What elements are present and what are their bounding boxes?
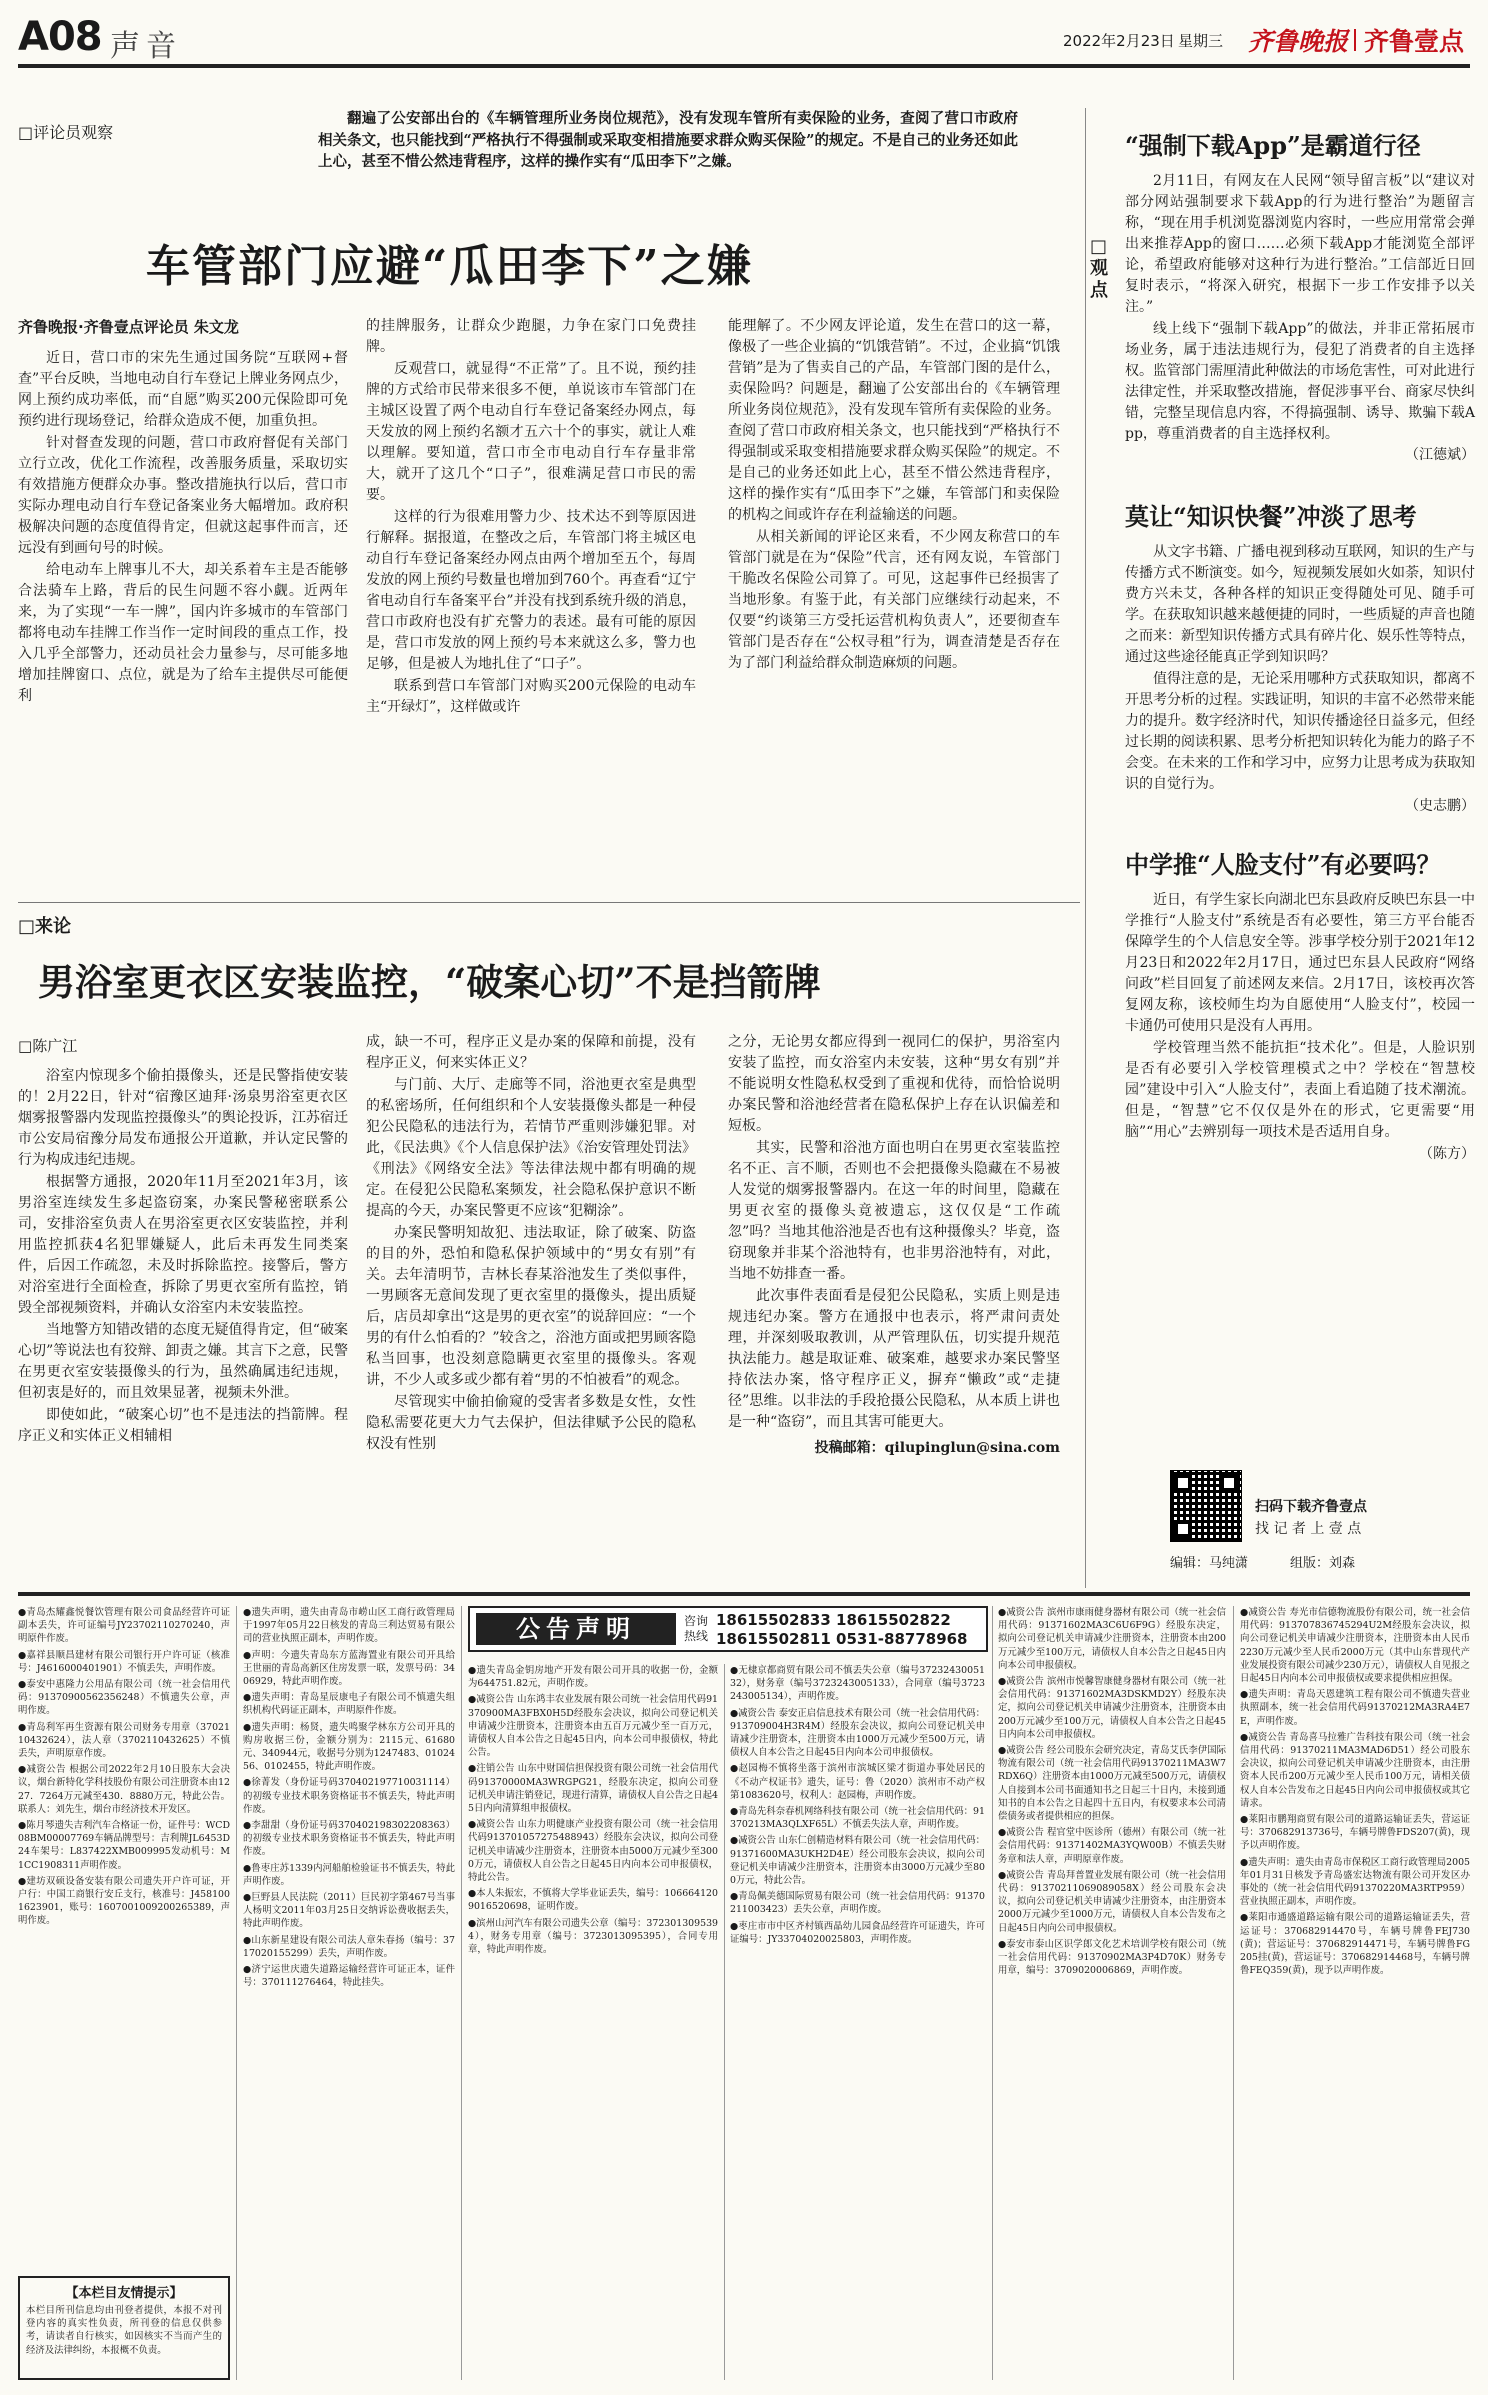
notice-item: ●遗失声明，遗失由青岛市崂山区工商行政管理局于1997年05月22日核发的青岛三利达贸易有限公司的营业执照正副本，声明作废。	[243, 1607, 455, 1645]
hotline-label-1: 咨询	[684, 1614, 709, 1628]
paragraph: 近日，有学生家长向湖北巴东县政府反映巴东县一中学推行“人脸支付”系统是否有必要性，第三方平台能否保障学生的个人信息安全等。涉事学校分别于2021年12月23日和2022年2月17日，通过巴东县人民政府“网络问政”栏目回复了前述网友来信。2月17日，该校再次答复网友称，该校师生均为自愿使用“人脸支付”，校园一卡通仍可使用只是没有人再用。	[1125, 891, 1475, 1034]
notice-column-6	[1240, 1606, 1470, 2380]
editor-credit: 编辑：马纯潇	[1170, 1556, 1249, 1571]
notice-item: ●赵园梅不慎将坐落于滨州市滨城区梁才街道办事处居民的《不动产权证书》遗失，证号：鲁（2020）滨州市不动产权第1083620号，权利人：赵园梅，声明作废。	[730, 1763, 985, 1801]
notice-item: ●青岛先科奈春机网络科技有限公司（统一社会信用代码：91370213MA3QLXF65L）不慎丢失法人章，声明作废。	[730, 1806, 985, 1831]
paragraph: 办案民警明知故犯、违法取证，除了破案、防盗的目的外，恐怕和隐私保护领域中的“男女有别”有关。去年清明节，吉林长春某浴池发生了类似事件，一男顾客无意间发现了更衣室里的摄像头，提出质疑后，店员却拿出“这是男的更衣室”的说辞回应：“一个男的有什么怕看的？”较含之，浴池方面或把男顾客隐私当回事，也没刻意隐瞒更衣室里的摄像头。客观讲，不少人或多或少都有着“男的不怕被看”的观念。	[366, 1225, 696, 1388]
notice-item: ●减资公告 滨州市悦馨智康健身器材有限公司（统一社会信用代码：91371602MA3DSKMD2Y）经股东决定，拟向公司登记机关申请减少注册资本，注册资本由200万元减少至100万元，请债权人自本公告之日起45日内向本公司申报债权。	[998, 1676, 1226, 1740]
lead-paragraph: 翻遍了公安部出台的《车辆管理所业务岗位规范》，没有发现车管所有卖保险的业务，查阅了营口市政府相关条文，也只能找到“严格执行不得强制或采取变相措施要求群众购买保险”的规定。不是自己的业务还如此上心，甚至不惜公然违背程序，这样的操作实有“瓜田李下”之嫌。	[318, 110, 1018, 170]
weekday: 星期三	[1178, 32, 1224, 50]
paragraph: 从相关新闻的评论区来看，不少网友称营口的车管部门就是在为“保险”代言，还有网友说，车管部门干脆改名保险公司算了。可见，这起事件已经损害了当地形象。有鉴于此，有关部门应继续行动起来，不仅要“约谈第三方受托运营机构负责人”，还要彻查车管部门是否存在“公权寻租”行为，调查清楚是否存在为了部门利益给群众制造麻烦的问题。	[728, 529, 1060, 671]
notice-item: ●遗失青岛金钥房地产开发有限公司开具的收据一份，金额为644751.82元，声明作废。	[468, 1665, 718, 1690]
paragraph: 针对督查发现的问题，营口市政府督促有关部门立行立改，优化工作流程，改善服务质量，采取切实有效措施方便群众办事。整改措施执行以后，营口市实际办理电动自行车登记备案业务大幅增加。政府积极解决问题的态度值得肯定，但就这起事件而言，还远没有到画句号的时候。	[18, 435, 348, 556]
qr-finder	[1174, 1474, 1192, 1492]
column-rule	[1233, 1606, 1234, 2380]
paragraph: 近日，营口市的宋先生通过国务院“互联网+督查”平台反映，当地电动自行车登记上牌业务网点少，网上预约成功率低，而“自愿”购买200元保险即可免预约进行现场登记，给群众造成不便，加重负担。	[18, 350, 348, 429]
sidebar-divider	[1085, 108, 1086, 1588]
column-label: 观点	[1090, 258, 1108, 301]
author: 陈广江	[32, 1037, 78, 1055]
notice-banner	[468, 1606, 988, 1652]
hotline-numbers	[716, 1611, 968, 1649]
paragraph: 学校管理当然不能抗拒“技术化”。但是，人脸识别是否有必要引入学校管理模式之中？学校在“智慧校园”建设中引入“人脸支付”，表面上看追随了技术潮流。但是，“智慧”它不仅仅是外在的形式，它更需要“用脑”“用心”去辨别每一项技术是否适用自身。	[1125, 1039, 1475, 1140]
paragraph: 其实，民警和浴池方面也明白在男更衣室装监控名不正、言不顺，否则也不会把摄像头隐藏在不易被人发觉的烟雾报警器内。在这一年的时间里，隐藏在男更衣室的摄像头竟被遗忘，这仅仅是“工作疏忽”吗？当地其他浴池是否也有这种摄像头？毕竟，盗窃现象并非某个浴池特有，也非男浴池特有，对此，当地不妨排查一番。	[728, 1140, 1060, 1282]
notice-item: ●青岛佩美德国际贸易有限公司（统一社会信用代码：91370211003423）丢失公章，声明作废。	[730, 1891, 985, 1916]
article-body	[1125, 890, 1475, 1163]
notice-section	[18, 1606, 1470, 2386]
qr-finder	[1174, 1520, 1192, 1538]
column-tag: □来论	[18, 916, 72, 937]
brand-divider	[1354, 29, 1356, 51]
phone-line: 18615502833 18615502822	[716, 1611, 951, 1629]
notice-item: ●建坊双硕设备安装有限公司遗失开户许可证，开户行：中国工商银行安丘支行，核准号：J4581001623901，账号：1607001009200265389，声明作废。	[18, 1875, 230, 1927]
paragraph: 给电动车上牌事儿不大，却关系着车主是否能够合法骑车上路，背后的民生问题不容小觑。近两年来，为了实现“一车一牌”，国内许多城市的车管部门都将电动车挂牌工作当作一定时间段的重点工作，投入几乎全部警力，还动员社会力量参与，尽可能多地增加挂牌窗口、点位，就是为了给车主提供尽可能便利	[18, 562, 348, 704]
paragraph: 与门前、大厅、走廊等不同，浴池更衣室是典型的私密场所，任何组织和个人安装摄像头都是一种侵犯公民隐私的违法行为，若情节严重则涉嫌犯罪。对此，《民法典》《个人信息保护法》《治安管理处罚法》《刑法》《网络安全法》等法律法规中都有明确的规定。在侵犯公民隐私案频发，社会隐私保护意识不断提高的今天，办案民警更不应该“犯糊涂”。	[366, 1077, 696, 1219]
notice-item: ●注销公告 山东中财国信担保投资有限公司统一社会信用代码91370000MA3WRGPG21，经股东决定，拟向公司登记机关申请注销登记，现进行清算，请债权人自公告之日起45日内向清算组申报债权。	[468, 1763, 718, 1815]
author: （陈方）	[1419, 1145, 1475, 1162]
header-rule	[18, 64, 1470, 68]
notice-item: ●莱阳市通盛道路运输有限公司的道路运输证丢失，营运证号：370682914470号，车辆号牌鲁FEJ730(黄)；营运证号：370682914471号，车辆号牌鲁FG205挂(黄)，营运证号：370682914468号，车辆号牌鲁FEQ359(黄)，现予以声明作废。	[1240, 1912, 1470, 1977]
author: （史志鹏）	[1405, 797, 1475, 814]
author: （江德斌）	[1405, 447, 1475, 463]
text-column-2	[366, 1032, 696, 1455]
headline: 男浴室更衣区安装监控，“破案心切”不是挡箭牌	[38, 960, 821, 1004]
phone-line: 18615502811 0531-88778968	[716, 1630, 968, 1648]
article-title: 莫让“知识快餐”冲淡了思考	[1125, 501, 1417, 531]
paragraph: 反观营口，就显得“不正常”了。且不说，预约挂牌的方式给市民带来很多不便，单说该市车管部门在主城区设置了两个电动自行车登记备案经办网点，每天发放的网上预约名额才五六十个的事实，就让人难以理解。要知道，营口市全市电动自行车存量非常大，就开了这几个“口子”，很难满足营口市民的需要。	[366, 361, 696, 503]
qr-code[interactable]	[1170, 1470, 1242, 1542]
observer-article	[18, 108, 1080, 898]
disclaimer-text: 本栏目所刊信息均由刊登者提供，本报不对刊登内容的真实性负责，所刊登的信息仅供参考，请读者自行核实，如因核实不当而产生的经济及法律纠纷，本报概不负责。	[26, 2305, 222, 2356]
paragraph: 能理解了。不少网友评论道，发生在营口的这一幕，像极了一些企业搞的“饥饿营销”。不过，企业搞“饥饿营销”是为了售卖自己的产品，车管部门图的是什么，卖保险吗？问题是，翻遍了公安部出台的《车辆管理所业务岗位规范》，没有发现车管所有卖保险的业务。查阅了营口市政府相关条文，也只能找到“严格执行不得强制或采取变相措施要求群众购买保险”的规定。不是自己的业务还如此上心，甚至不惜公然违背程序，这样的操作实有“瓜田李下”之嫌，车管部门和卖保险的机构之间或许存在利益输送的问题。	[728, 318, 1060, 523]
column-rule	[236, 1606, 237, 2380]
column-tag: □评论员观察	[18, 123, 114, 142]
notice-item: ●嘉祥县顺昌建材有限公司银行开户许可证（核准号：J4616000401901）不慎丢失，声明作废。	[18, 1649, 230, 1674]
layout-credit: 组版：刘森	[1290, 1556, 1356, 1571]
page-header	[18, 12, 1470, 70]
notice-item: ●无棣京都商贸有限公司不慎丢失公章（编号3723243005132），财务章（编号3723243005133），合同章（编号3723243005134），声明作废。	[730, 1665, 985, 1703]
article-body	[1125, 171, 1475, 467]
paragraph: 即使如此，“破案心切”也不是违法的挡箭牌。程序正义和实体正义相辅相	[18, 1407, 348, 1444]
notice-column-1	[18, 1606, 230, 2266]
column-rule	[992, 1606, 993, 2380]
paragraph: 联系到营口车管部门对购买200元保险的电动车主“开绿灯”，这样做或许	[366, 678, 696, 715]
article-title: 中学推“人脸支付”有必要吗？	[1125, 849, 1441, 879]
paragraph: 值得注意的是，无论采用哪种方式获取知识，都离不开思考分析的过程。实践证明，知识的丰富不必然带来能力的提升。数字经济时代，知识传播途径日益多元，但经过长期的阅读积累、思考分析把知识转化为能力的路子不会变。在未来的工作和学习中，应努力让思考成为获取知识的自觉行为。	[1125, 670, 1475, 792]
paragraph: 从文字书籍、广播电视到移动互联网，知识的生产与传播方式不断演变。如今，短视频发展如火如荼，知识付费方兴未艾，各种各样的知识正变得随处可见、随手可学。在获取知识越来越便捷的同时，一些质疑的声音也随之而来：新型知识传播方式具有碎片化、娱乐性等特点，通过这些途径能真正学到知识吗？	[1125, 543, 1475, 665]
notice-item: ●本人朱振宏，不慎将大学毕业证丢失，编号：1066641209016520698，证明作废。	[468, 1888, 718, 1913]
notice-item: ●减资公告 山东鸿丰农业发展有限公司统一社会信用代码91370900MA3FBX0H5D经股东会决议，拟向公司登记机关申请减少注册资本，注册资本由五百万元减少至一百万元，请债权人自本公告之日起45日内，向本公司申报债权，特此公告。	[468, 1694, 718, 1759]
notice-column-3	[468, 1664, 718, 2380]
notice-item: ●山东新星建设有限公司法人章朱春扬（编号：3717020155299）丢失，声明作废。	[243, 1934, 455, 1959]
text-column-1	[18, 1066, 348, 1447]
notice-item: ●减资公告 青岛喜马拉雅广告科技有限公司（统一社会信用代码：91370211MA3MAD6D51）经公司股东会决议，拟向公司登记机关申请减少注册资本，由注册资本人民币200万元减少至人民币100万元，请相关债权人自本公告发布之日起45日内向公司申报债权或其它请求。	[1240, 1731, 1470, 1809]
column-rule	[724, 1664, 725, 2380]
paragraph: 线上线下“强制下载App”的做法，并非正常拓展市场业务，属于违法违规行为，侵犯了消费者的自主选择权。监管部门需厘清此种做法的市场危害性，可对此进行法律定性，并采取整改措施，督促涉事平台、商家尽快纠错，完整呈现信息内容，不得搞强制、诱导、欺骗下载App，尊重消费者的自主选择权利。	[1125, 321, 1475, 442]
submission-email[interactable]: 投稿邮箱：qilupinglun@sina.com	[814, 1440, 1060, 1456]
notice-item: ●徐菁发（身份证号码370402197710031114）的初级专业技术职务资格证书不慎丢失，特此声明作废。	[243, 1777, 455, 1815]
column-rule	[461, 1606, 462, 2380]
notice-item: ●枣庄市市中区齐村镇西晶幼儿园食品经营许可证遗失，许可证编号：JY33704020025803，声明作废。	[730, 1920, 985, 1945]
notice-item: ●声明：今遗失青岛东方蓝海置业有限公司开具给王世丽的青岛高新区住房发票一联，发票号码：3406929，特此声明作废。	[243, 1649, 455, 1688]
paragraph: 2月11日，有网友在人民网“领导留言板”以“建议对部分网站强制要求下载App的行为进行整治”为题留言称，“现在用手机浏览器浏览内容时，一些应用常常会弹出来推荐App的窗口……必须下载App才能浏览全部评论，希望政府能够对这种行为进行整治。”工信部近日回复时表示，“将深入研究，根据下一步工作安排予以关注。”	[1125, 173, 1475, 315]
brand-logo: 齐鲁晚报	[1248, 27, 1349, 56]
notice-title: 公告声明	[476, 1613, 676, 1645]
text-column-3	[728, 1032, 1060, 1457]
viewpoint-tag: □ 观点	[1090, 236, 1108, 301]
section-name: 声音	[110, 29, 182, 64]
notice-item: ●青岛利军再生资源有限公司财务专用章（3702110432624），法人章（3702110432625）不慎丢失，声明原章作废。	[18, 1721, 230, 1760]
disclaimer-box	[18, 2276, 230, 2380]
notice-item: ●减资公告 泰安正启信息技术有限公司（统一社会信用代码：913709004H3R4M）经股东会决议，拟向公司登记机关申请减少注册资本，注册资本由1000万元减少至500万元，请债权人自本公告之日起45日内向本公司申报债权。	[730, 1707, 985, 1759]
notice-item: ●莱阳市鹏翔商贸有限公司的道路运输证丢失，营运证号：370682913736号，车辆号牌鲁FDS207(黄)，现予以声明作废。	[1240, 1814, 1470, 1852]
notice-item: ●巨野县人民法院（2011）巨民初字第467号当事人杨明文2011年03月25日交纳诉讼费收据丢失，特此声明作废。	[243, 1892, 455, 1930]
qr-finder	[1220, 1474, 1238, 1492]
notice-item: ●济宁运世庆遗失道路运输经营许可证正本，证件号：370111276464，特此挂失。	[243, 1964, 455, 1989]
notice-column-4	[730, 1664, 985, 2380]
hotline-label-2: 热线	[684, 1629, 709, 1643]
byline: 齐鲁晚报·齐鲁壹点评论员 朱文龙	[18, 318, 239, 336]
notice-item: ●遗失声明：遗失由青岛市保税区工商行政管理局2005年01月31日核发予青岛盛宏达物流有限公司开发区办事处的（统一社会信用代码91370220MA3RTP959）营业执照正副本，声明作废。	[1240, 1856, 1470, 1908]
paragraph: 浴室内惊现多个偷拍摄像头，还是民警指使安装的！2月22日，针对“宿豫区迪拜·汤泉男浴室更衣区烟雾报警器内发现监控摄像头”的舆论投诉，江苏宿迁市公安局宿豫分局发布通报公开道歉，并认定民警的行为构成违纪违规。	[18, 1068, 348, 1168]
section-divider	[18, 902, 1080, 903]
notice-item: ●减资公告 程官堂中医诊所（德州）有限公司（统一社会信用代码：91371402MA3YQW00B）不慎丢失财务章和法人章，声明原章作废。	[998, 1827, 1226, 1865]
column-label: 来论	[35, 916, 72, 937]
notice-item: ●减资公告 根据公司2022年2月10日股东大会决议，烟台新特化学科技股份有限公司注册资本由1227．7264万元减至430．8880万元，特此公告。联系人：刘先生，烟台市经济技术开发区。	[18, 1764, 230, 1815]
page-number: A08	[18, 14, 102, 60]
column-label: 评论员观察	[33, 123, 114, 142]
notice-column-5	[998, 1606, 1226, 2380]
notice-item: ●李甜甜（身份证号码370402198302208363）的初级专业技术职务资格证书不慎丢失，特此声明作废。	[243, 1820, 455, 1858]
disclaimer-title: 【本栏目友情提示】	[65, 2286, 183, 2301]
paragraph: 根据警方通报，2020年11月至2021年3月，该男浴室连续发生多起盗窃案，办案民警秘密联系公司，安排浴室负责人在男浴室更衣区安装监控，并利用监控抓获4名犯罪嫌疑人，此后未再发生同类案件，后因工作疏忽，未及时拆除监控。接警后，警方对浴室进行全面检查，拆除了男更衣室所有监控，销毁全部视频资料，并确认女浴室内未安装监控。	[18, 1174, 348, 1316]
notice-column-2	[243, 1606, 455, 2380]
qr-caption: 扫码下载齐鲁壹点	[1255, 1499, 1367, 1515]
text-column-1	[18, 348, 348, 707]
paragraph: 这样的行为很难用警力少、技术达不到等原因进行解释。据报道，在整改之后，车管部门将主城区电动自行车登记备案经办网点由两个增加至五个，每周发放的网上预约号数量也增加到760个。再查看“辽宁省电动自行车备案平台”并没有找到系统升级的消息，营口市政府也没有扩充警力的表述。最有可能的原因是，营口市发放的网上预约号本来就这么多，警力也足够，但是被人为地扎住了“口子”。	[366, 509, 696, 672]
byline: □陈广江	[18, 1037, 78, 1055]
notice-item: ●遗失声明：杨贤，遗失鸣聚学林东方公司开具的购房收据三份，金额分别为：2115元、61680元、340944元，收据号分别为1247483、0102456、0102455，特此声明作废。	[243, 1721, 455, 1773]
notice-item: ●陈月琴遗失吉利汽车合格证一份，证件号：WCD08BM00007769车辆品牌型号：吉利牌JL6453D24车架号：L837422XMB009995发动机号：M1CC1908311声明作废。	[18, 1820, 230, 1871]
article-body	[1125, 542, 1475, 815]
notice-item: ●减资公告 青岛拜普置业发展有限公司（统一社会信用代码：91370211069089058X）经公司股东会决议，拟向公司登记机关申请减少注册资本，由注册资本2000万元减少至1000万元，请债权人自本公告发布之日起45日内向公司申报债权。	[998, 1869, 1226, 1934]
issue-date: 2022年2月23日	[1063, 32, 1175, 50]
paragraph: 之分，无论男女都应得到一视同仁的保护，男浴室内安装了监控，而女浴室内未安装，这种“男女有别”并不能说明女性隐私权受到了重视和优待，而恰恰说明办案民警和浴池经营者在隐私保护上存在认识偏差和短板。	[728, 1034, 1060, 1134]
notice-item: ●遗失声明：青岛星辰康电子有限公司不慎遗失组织机构代码证正副本，声明原件作废。	[243, 1692, 455, 1717]
paragraph: 成，缺一不可，程序正义是办案的保障和前提，没有程序正义，何来实体正义？	[366, 1034, 696, 1071]
brand-logo-2: 齐鲁壹点	[1364, 27, 1465, 56]
laiyun-article	[18, 910, 1080, 1550]
notice-item: ●滨州山河汽车有限公司遗失公章（编号：3723013095394），财务专用章（编号：3723013095395），合同专用章，特此声明作废。	[468, 1917, 718, 1956]
text-column-2	[366, 316, 696, 718]
notice-item: ●减资公告 滨州市康雨健身器材有限公司（统一社会信用代码：91371602MA3C6U6F9G）经股东决定，拟向公司登记机关申请减少注册资本，注册资本由200万元减少至100万元，请债权人自本公告之日起45日内向本公司申报债权。	[998, 1607, 1226, 1671]
paragraph: 尽管现实中偷拍偷窥的受害者多数是女性，女性隐私需要花更大力气去保护，但法律赋予公民的隐私权没有性别	[366, 1394, 696, 1452]
notice-item: ●减资公告 经公司股东会研究决定，青岛艾氏李伊国际物流有限公司（统一社会信用代码91370211MA3W7RDX6Q）注册资本由1000万元减至500万元，请债权人自接到本公司书面通知书之日起三十日内，未接到通知书的自本公告之日起四十五日内，有权要求本公司清偿债务或者提供相应的担保。	[998, 1745, 1226, 1823]
notice-item: ●青岛杰耀鑫悦餐饮管理有限公司食品经营许可证副本丢失，许可证编号JY23702110270240，声明原件作废。	[18, 1607, 230, 1645]
notice-top-rule	[18, 1592, 1470, 1596]
viewpoint-sidebar	[1125, 108, 1475, 1588]
headline: 车管部门应避“瓜田李下”之嫌	[146, 241, 753, 292]
notice-item: ●减资公告 寿光市信德物流股份有限公司，统一社会信用代码：913707836745294U2M经股东会决议，拟向公司登记机关申请减少注册资本，注册资本由人民币2230万元减少至人民币2000万元（其中山东普现代产业发展投资有限公司减少230万元），请债权人自见报之日起45日内向本公司申报债权或要求提供相应担保。	[1240, 1607, 1470, 1685]
text-column-3	[728, 316, 1060, 674]
notice-item: ●减资公告 山东力明健康产业投资有限公司（统一社会信用代码913701057275488943）经股东会决议，拟向公司登记机关申请减少注册资本，注册资本由5000万元减少至3000万元，请债权人自公告之日起45日内向本公司申报债权，特此公告。	[468, 1819, 718, 1884]
notice-item: ●减资公告 山东仁创精造材料有限公司（统一社会信用代码：91371600MA3UKH2D4E）经公司股东会决议，拟向公司登记机关申请减少注册资本，注册资本由3000万元减少至800万元，特此公告。	[730, 1835, 985, 1887]
paragraph: 此次事件表面看是侵犯公民隐私，实质上则是违规违纪办案。警方在通报中也表示，将严肃问责处理，并深刻吸取教训，从严管理队伍，切实提升规范执法能力。越是取证难、破案难，越要求办案民警坚持依法办案，恪守程序正义，摒弃“懒政”或“走捷径”思维。以非法的手段抢摄公民隐私，从本质上讲也是一种“盗窃”，而且其害可能更大。	[728, 1288, 1060, 1430]
article-title: “强制下载App”是霸道行径	[1125, 131, 1421, 160]
qr-caption-2: 找 记 者 上 壹 点	[1255, 1521, 1362, 1537]
notice-item: ●泰安市泰山区识学郎文化艺术培训学校有限公司（统一社会信用代码：91370902MA3P4D70K）财务专用章，编号：3709020006869，声明作废。	[998, 1938, 1226, 1977]
paragraph: 当地警方知错改错的态度无疑值得肯定，但“破案心切”等说法也有狡辩、卸责之嫌。其言下之意，民警在男更衣室安装摄像头的行为，虽然确属违纪违规，但初衷是好的，而且效果显著，视频未外泄。	[18, 1322, 348, 1401]
notice-item: ●泰安中惠隆力公用品有限公司（统一社会信用代码：91370900562356248）不慎遗失公章，声明作废。	[18, 1679, 230, 1717]
notice-item: ●鲁枣庄苏1339内河船舶检验证书不慎丢失，特此声明作废。	[243, 1862, 455, 1887]
notice-item: ●遗失声明：青岛天恩建筑工程有限公司不慎遗失营业执照副本，统一社会信用代码91370212MA3RA4E7E，声明作废。	[1240, 1689, 1470, 1727]
paragraph: 的挂牌服务，让群众少跑腿，力争在家门口免费挂牌。	[366, 318, 696, 355]
hotline-label	[684, 1614, 708, 1644]
